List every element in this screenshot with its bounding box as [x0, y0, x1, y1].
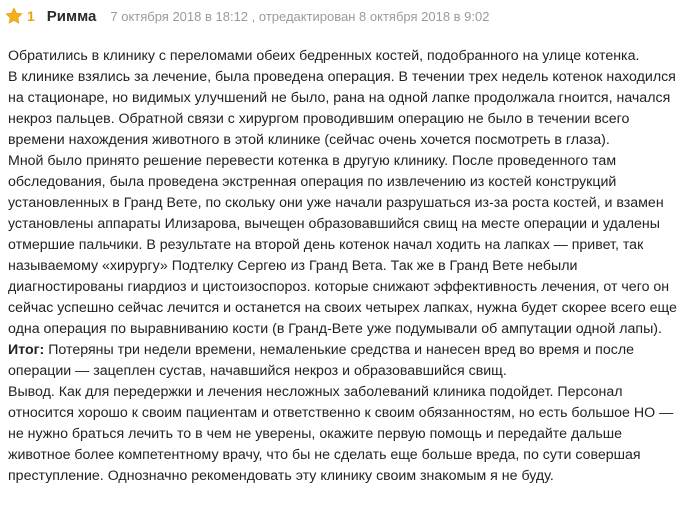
review-paragraph: Обратились в клинику с переломами обеих бедренных костей, подобранного на улице котенка.: [8, 48, 640, 64]
rating-value: 1: [27, 8, 35, 24]
review-header: [4, 3, 489, 29]
summary-text: Потеряны три недели времени, немаленькие средства и нанесен вред во время и после операции — зацеплен сустав, начавшийся некроз и образовавшийся свищ.: [8, 342, 635, 379]
summary-label: Итог:: [8, 342, 45, 358]
review-paragraph: В клинике взялись за лечение, была проведена операция. В течении трех недель котенок находился на стационаре, но видимых улучшений не было, рана на одной лапке продолжала гноится, начался некроз пальцев. Обратной связи с хирургом проводившим операцию не было в течении всего времени нахождения животного в этой клинике (сейчас очень хочется посмотреть в глаза).: [8, 69, 676, 148]
review-body: [8, 46, 687, 487]
review-summary: [8, 340, 687, 382]
star-icon: [4, 6, 24, 26]
review-date: 7 октября 2018 в 18:12 , отредактирован 8 октября 2018 в 9:02: [110, 8, 490, 24]
review-conclusion: Вывод. Как для передержки и лечения несложных заболеваний клиника подойдет. Персонал относится хорошо к своим пациентам и ответственно к своим обязанностям, но есть большое НО — не нужно браться лечить то в чем не уверены, окажите первую помощь и передайте дальше животное более компетентному врачу, что бы не сделать еще больше вреда, по сути совершая преступление. Однозначно рекомендовать эту клинику своим знакомым я не буду.: [8, 384, 674, 484]
review-paragraph: Мной было принято решение перевести котенка в другую клинику. После проведенного там обследования, была проведена экстренная операция по извлечению из костей конструкций установленных в Гранд Вете, по скольку они уже начали разрушаться из-за роста костей, и взамен установлены аппараты Илизарова, вычещен образовавшийся свищ на месте операции и удалены отмершие пальчики. В результате на второй день котенок начал ходить на лапках — привет, так называемому «хирургу» Подтелку Сергею из Гранд Вета. Так же в Гранд Вете небыли диагностированы гиардиоз и цистоизоспороз. которые снижают эффективность лечения, от чего он сейчас успешно сейчас лечится и останется на своих четырех лапках, нужна будет скорее всего еще одна операция по выравниванию кости (в Гранд-Вете уже подумывали об ампутации одной лапы).: [8, 153, 677, 337]
author-name[interactable]: Римма: [46, 7, 97, 25]
